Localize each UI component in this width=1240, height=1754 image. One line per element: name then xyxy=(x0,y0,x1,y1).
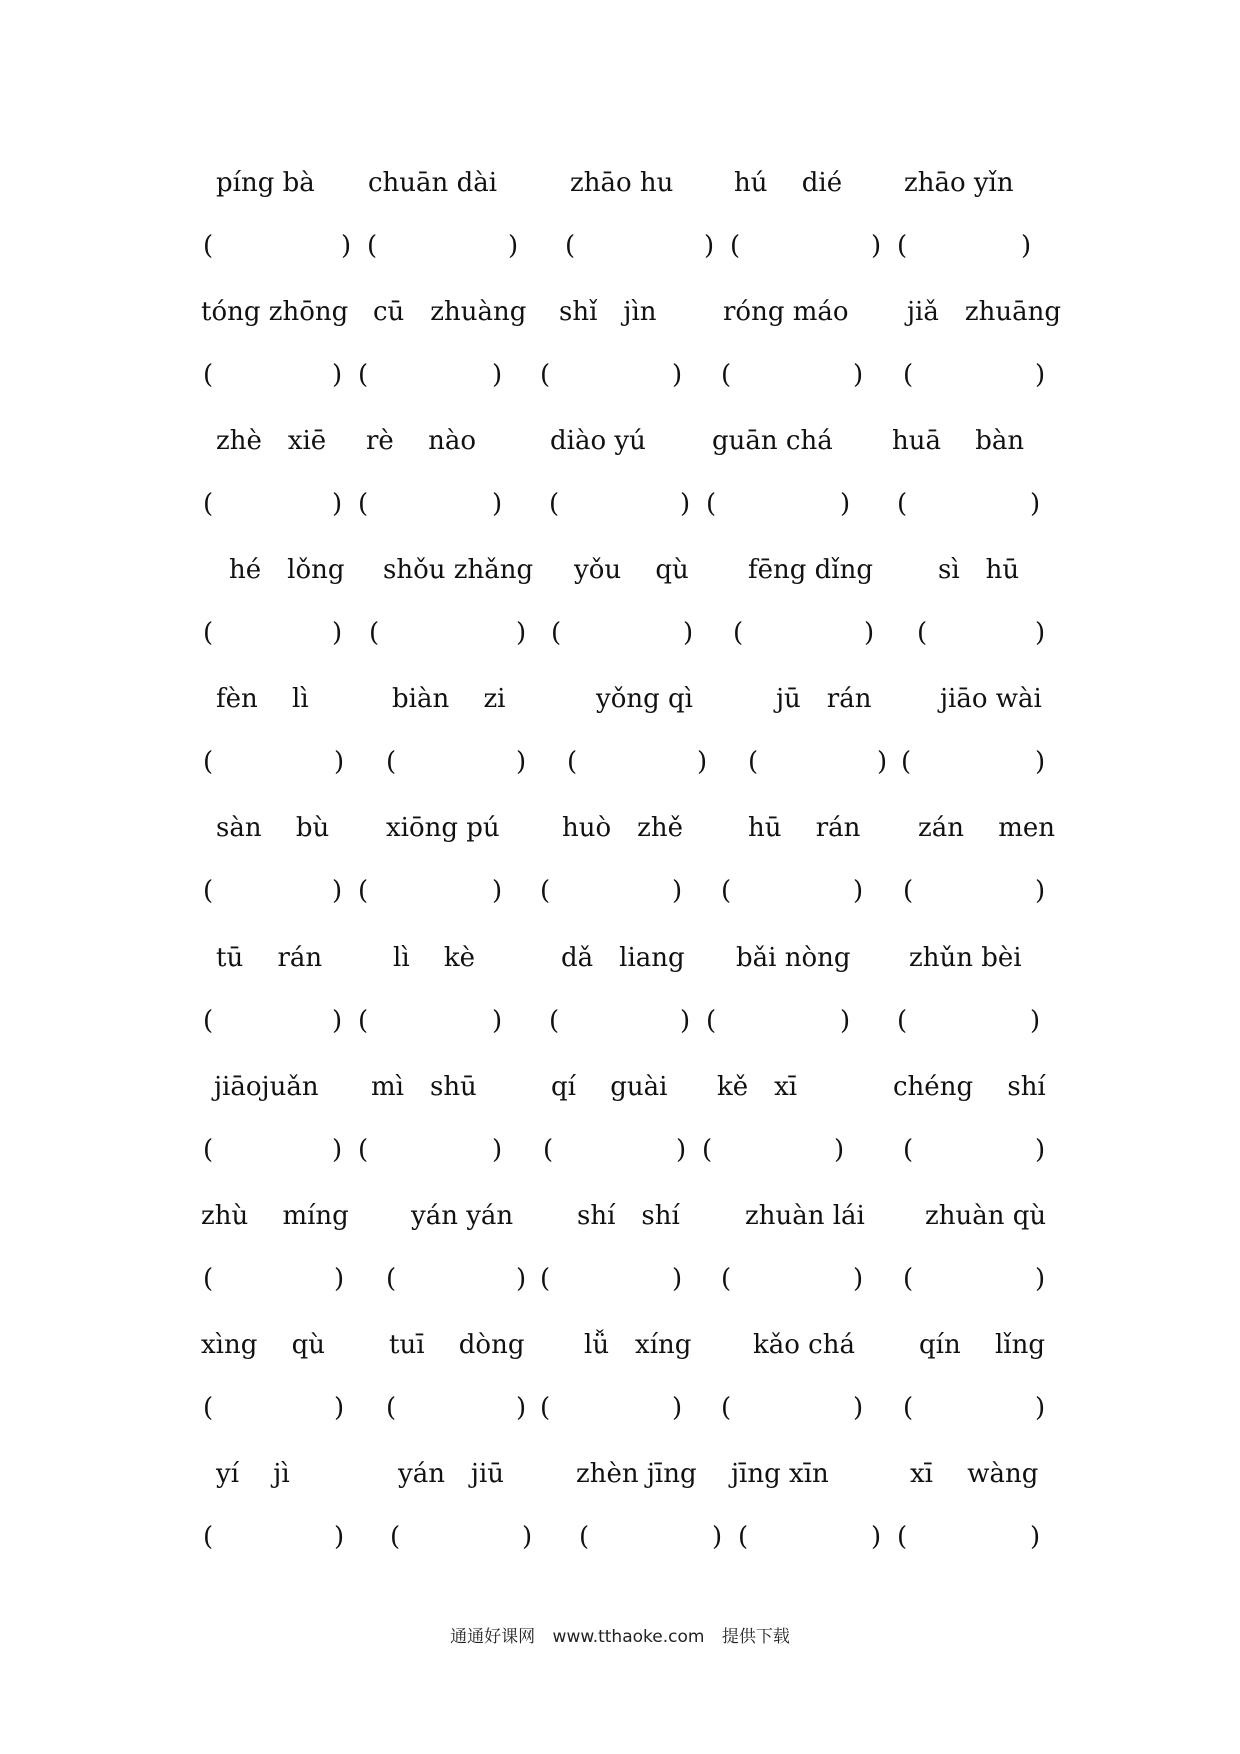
pinyin-word: qín lǐng xyxy=(919,1330,1045,1360)
pinyin-word: zhǔn bèi xyxy=(909,943,1022,973)
blank-close-paren: ) xyxy=(834,1135,845,1165)
blank-open-paren: ( xyxy=(702,1135,713,1165)
blank-close-paren: ) xyxy=(712,1522,723,1552)
blank-close-paren: ) xyxy=(877,747,888,777)
blank-open-paren: ( xyxy=(367,231,378,261)
blank-close-paren: ) xyxy=(871,1522,882,1552)
blank-close-paren: ) xyxy=(516,1393,527,1423)
blank-open-paren: ( xyxy=(203,747,214,777)
pinyin-word: qí guài xyxy=(551,1072,668,1102)
pinyin-word: kě xī xyxy=(717,1072,798,1102)
blank-open-paren: ( xyxy=(390,1522,401,1552)
blank-open-paren: ( xyxy=(203,1264,214,1294)
blank-close-paren: ) xyxy=(1035,360,1046,390)
blank-close-paren: ) xyxy=(1030,1006,1041,1036)
pinyin-word: chuān dài xyxy=(368,168,498,198)
pinyin-word: cū zhuàng xyxy=(373,297,527,327)
pinyin-word: xiōng pú xyxy=(386,813,500,843)
blank-open-paren: ( xyxy=(567,747,578,777)
blank-close-paren: ) xyxy=(332,1135,343,1165)
pinyin-word: rè nào xyxy=(366,426,476,456)
blank-open-paren: ( xyxy=(721,1393,732,1423)
pinyin-word: zán men xyxy=(918,813,1055,843)
pinyin-word: jīng xīn xyxy=(731,1459,829,1489)
blank-close-paren: ) xyxy=(853,360,864,390)
blank-open-paren: ( xyxy=(706,489,717,519)
blank-open-paren: ( xyxy=(358,489,369,519)
footer-url-link[interactable]: www.tthaoke.com xyxy=(552,1627,705,1647)
blank-open-paren: ( xyxy=(203,876,214,906)
blank-close-paren: ) xyxy=(492,360,503,390)
blank-close-paren: ) xyxy=(672,876,683,906)
blank-open-paren: ( xyxy=(738,1522,749,1552)
blank-close-paren: ) xyxy=(508,231,519,261)
blank-close-paren: ) xyxy=(697,747,708,777)
blank-open-paren: ( xyxy=(917,618,928,648)
blank-open-paren: ( xyxy=(540,876,551,906)
answer-blank-row xyxy=(0,1259,1240,1299)
blank-open-paren: ( xyxy=(903,1135,914,1165)
blank-close-paren: ) xyxy=(516,747,527,777)
pinyin-word: tū rán xyxy=(216,943,323,973)
blank-open-paren: ( xyxy=(903,1264,914,1294)
blank-open-paren: ( xyxy=(748,747,759,777)
pinyin-word: shǒu zhǎng xyxy=(383,555,534,585)
blank-open-paren: ( xyxy=(369,618,380,648)
blank-open-paren: ( xyxy=(203,1135,214,1165)
answer-blank-row xyxy=(0,1001,1240,1041)
blank-open-paren: ( xyxy=(386,1264,397,1294)
pinyin-word: mì shū xyxy=(371,1072,477,1102)
pinyin-word: yán yán xyxy=(411,1201,514,1231)
answer-blank-row xyxy=(0,355,1240,395)
pinyin-word: zhè xiē xyxy=(216,426,327,456)
pinyin-word: jiāojuǎn xyxy=(214,1072,319,1102)
pinyin-word: shǐ jìn xyxy=(559,297,657,327)
pinyin-row xyxy=(0,1196,1240,1236)
blank-close-paren: ) xyxy=(680,1006,691,1036)
blank-close-paren: ) xyxy=(332,618,343,648)
pinyin-word: tuī dòng xyxy=(389,1330,525,1360)
pinyin-row xyxy=(0,938,1240,978)
blank-close-paren: ) xyxy=(871,231,882,261)
pinyin-word: bǎi nòng xyxy=(736,943,851,973)
blank-close-paren: ) xyxy=(1035,1264,1046,1294)
blank-close-paren: ) xyxy=(672,1264,683,1294)
blank-open-paren: ( xyxy=(730,231,741,261)
blank-close-paren: ) xyxy=(492,489,503,519)
page-footer xyxy=(0,1622,1240,1652)
pinyin-word: yí jì xyxy=(216,1459,290,1489)
answer-blank-row xyxy=(0,1517,1240,1557)
blank-open-paren: ( xyxy=(540,1393,551,1423)
blank-close-paren: ) xyxy=(864,618,875,648)
blank-close-paren: ) xyxy=(522,1522,533,1552)
blank-close-paren: ) xyxy=(492,1006,503,1036)
blank-close-paren: ) xyxy=(840,489,851,519)
answer-blank-row xyxy=(0,1130,1240,1170)
pinyin-word: fèn lì xyxy=(216,684,309,714)
blank-close-paren: ) xyxy=(704,231,715,261)
pinyin-word: shí shí xyxy=(577,1201,680,1231)
blank-close-paren: ) xyxy=(332,1006,343,1036)
pinyin-word: xī wàng xyxy=(910,1459,1039,1489)
blank-open-paren: ( xyxy=(721,876,732,906)
pinyin-word: píng bà xyxy=(216,168,315,198)
footer-site-name: 通通好课网 xyxy=(450,1627,536,1647)
blank-close-paren: ) xyxy=(1021,231,1032,261)
blank-close-paren: ) xyxy=(683,618,694,648)
blank-open-paren: ( xyxy=(897,231,908,261)
blank-open-paren: ( xyxy=(579,1522,590,1552)
blank-open-paren: ( xyxy=(203,231,214,261)
footer-note: 提供下载 xyxy=(721,1627,790,1647)
pinyin-word: huò zhě xyxy=(562,813,683,843)
pinyin-word: xìng qù xyxy=(201,1330,326,1360)
blank-open-paren: ( xyxy=(540,1264,551,1294)
pinyin-row xyxy=(0,1454,1240,1494)
pinyin-word: huā bàn xyxy=(892,426,1025,456)
blank-open-paren: ( xyxy=(203,1522,214,1552)
blank-open-paren: ( xyxy=(901,747,912,777)
answer-blank-row xyxy=(0,1388,1240,1428)
blank-open-paren: ( xyxy=(203,489,214,519)
blank-open-paren: ( xyxy=(386,747,397,777)
pinyin-word: yǒu qù xyxy=(574,555,689,585)
blank-open-paren: ( xyxy=(721,1264,732,1294)
pinyin-word: guān chá xyxy=(712,426,833,456)
blank-open-paren: ( xyxy=(903,360,914,390)
blank-close-paren: ) xyxy=(1035,1393,1046,1423)
blank-close-paren: ) xyxy=(1030,489,1041,519)
pinyin-row xyxy=(0,1067,1240,1107)
pinyin-word: yǒng qì xyxy=(596,684,693,714)
blank-open-paren: ( xyxy=(903,1393,914,1423)
pinyin-word: dǎ liang xyxy=(561,943,685,973)
blank-close-paren: ) xyxy=(672,360,683,390)
answer-blank-row xyxy=(0,742,1240,782)
blank-open-paren: ( xyxy=(897,489,908,519)
pinyin-word: tóng zhōng xyxy=(201,297,349,327)
blank-open-paren: ( xyxy=(203,360,214,390)
blank-close-paren: ) xyxy=(1035,876,1046,906)
blank-open-paren: ( xyxy=(358,876,369,906)
answer-blank-row xyxy=(0,871,1240,911)
pinyin-row xyxy=(0,679,1240,719)
blank-close-paren: ) xyxy=(680,489,691,519)
pinyin-word: lǚ xíng xyxy=(584,1330,692,1360)
blank-close-paren: ) xyxy=(334,1264,345,1294)
pinyin-row xyxy=(0,1325,1240,1365)
blank-close-paren: ) xyxy=(853,876,864,906)
pinyin-word: zhèn jīng xyxy=(576,1459,697,1489)
blank-close-paren: ) xyxy=(1035,747,1046,777)
blank-open-paren: ( xyxy=(358,1135,369,1165)
pinyin-word: lì kè xyxy=(393,943,476,973)
blank-open-paren: ( xyxy=(203,1393,214,1423)
blank-open-paren: ( xyxy=(706,1006,717,1036)
answer-blank-row xyxy=(0,613,1240,653)
pinyin-word: chéng shí xyxy=(893,1072,1046,1102)
blank-open-paren: ( xyxy=(897,1522,908,1552)
blank-close-paren: ) xyxy=(341,231,352,261)
blank-open-paren: ( xyxy=(903,876,914,906)
blank-close-paren: ) xyxy=(676,1135,687,1165)
blank-open-paren: ( xyxy=(551,618,562,648)
blank-close-paren: ) xyxy=(1030,1522,1041,1552)
answer-blank-row xyxy=(0,226,1240,266)
blank-close-paren: ) xyxy=(1035,1135,1046,1165)
pinyin-word: sàn bù xyxy=(216,813,330,843)
pinyin-word: zhù míng xyxy=(201,1201,349,1231)
pinyin-word: jū rán xyxy=(776,684,872,714)
blank-close-paren: ) xyxy=(332,876,343,906)
pinyin-word: hé lǒng xyxy=(229,555,345,585)
blank-open-paren: ( xyxy=(203,618,214,648)
blank-open-paren: ( xyxy=(203,1006,214,1036)
blank-open-paren: ( xyxy=(540,360,551,390)
pinyin-word: diào yú xyxy=(550,426,646,456)
pinyin-row xyxy=(0,292,1240,332)
blank-close-paren: ) xyxy=(334,1522,345,1552)
blank-open-paren: ( xyxy=(358,360,369,390)
blank-open-paren: ( xyxy=(565,231,576,261)
pinyin-word: jiāo wài xyxy=(940,684,1042,714)
blank-close-paren: ) xyxy=(332,360,343,390)
blank-open-paren: ( xyxy=(721,360,732,390)
pinyin-word: biàn zi xyxy=(392,684,506,714)
pinyin-word: zhuàn qù xyxy=(925,1201,1047,1231)
pinyin-word: hú dié xyxy=(734,168,843,198)
blank-close-paren: ) xyxy=(334,747,345,777)
pinyin-word: jiǎ zhuāng xyxy=(907,297,1061,327)
pinyin-word: hū rán xyxy=(748,813,861,843)
blank-close-paren: ) xyxy=(1035,618,1046,648)
pinyin-word: zhāo hu xyxy=(570,168,674,198)
blank-open-paren: ( xyxy=(733,618,744,648)
pinyin-word: kǎo chá xyxy=(753,1330,855,1360)
blank-close-paren: ) xyxy=(516,618,527,648)
answer-blank-row xyxy=(0,484,1240,524)
blank-close-paren: ) xyxy=(334,1393,345,1423)
pinyin-word: fēng dǐng xyxy=(748,555,874,585)
blank-close-paren: ) xyxy=(492,1135,503,1165)
pinyin-word: róng máo xyxy=(723,297,849,327)
blank-close-paren: ) xyxy=(853,1264,864,1294)
pinyin-word: yán jiū xyxy=(398,1459,505,1489)
pinyin-row xyxy=(0,421,1240,461)
blank-open-paren: ( xyxy=(358,1006,369,1036)
blank-close-paren: ) xyxy=(672,1393,683,1423)
pinyin-word: zhāo yǐn xyxy=(904,168,1014,198)
blank-open-paren: ( xyxy=(897,1006,908,1036)
blank-close-paren: ) xyxy=(516,1264,527,1294)
blank-open-paren: ( xyxy=(543,1135,554,1165)
pinyin-row xyxy=(0,163,1240,203)
blank-open-paren: ( xyxy=(386,1393,397,1423)
pinyin-row xyxy=(0,808,1240,848)
blank-open-paren: ( xyxy=(549,489,560,519)
blank-close-paren: ) xyxy=(853,1393,864,1423)
blank-close-paren: ) xyxy=(332,489,343,519)
blank-close-paren: ) xyxy=(840,1006,851,1036)
pinyin-row xyxy=(0,550,1240,590)
blank-close-paren: ) xyxy=(492,876,503,906)
pinyin-word: zhuàn lái xyxy=(745,1201,865,1231)
pinyin-word: sì hū xyxy=(938,555,1020,585)
blank-open-paren: ( xyxy=(549,1006,560,1036)
